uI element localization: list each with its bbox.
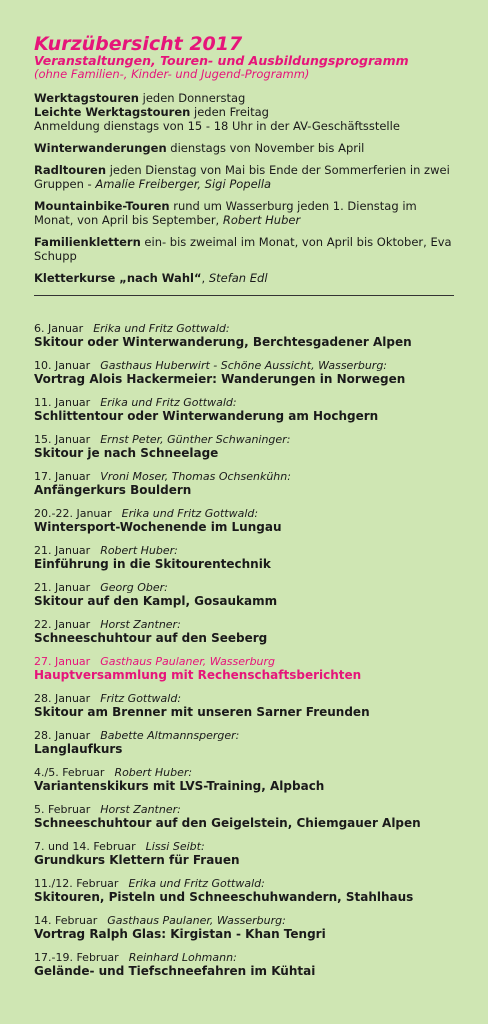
event-item	[34, 877, 458, 905]
event-date: 20.-22. Januar	[34, 507, 112, 520]
event-meta	[34, 655, 458, 668]
activity-details: ,	[201, 271, 209, 285]
event-date: 17.-19. Februar	[34, 951, 119, 964]
event-organizer: Robert Huber:	[114, 766, 193, 779]
activity-details: jeden Freitag	[190, 105, 269, 119]
activity-name: Winterwanderungen	[34, 141, 167, 155]
event-date: 14. Februar	[34, 914, 98, 927]
event-date: 11./12. Februar	[34, 877, 119, 890]
event-meta	[34, 803, 458, 816]
event-item	[34, 507, 458, 535]
event-item	[34, 470, 458, 498]
event-meta	[34, 507, 458, 520]
activity-details: jeden Donnerstag	[138, 91, 246, 105]
event-meta	[34, 877, 458, 890]
activity-name: Werktagstouren	[34, 91, 139, 105]
event-item	[34, 433, 458, 461]
activity-details: dienstags von November bis April	[166, 141, 365, 155]
event-date: 7. und 14. Februar	[34, 840, 136, 853]
event-meta	[34, 544, 458, 557]
activity-leader: Amalie Freiberger, Sigi Popella	[95, 177, 272, 191]
event-title: Gelände- und Tiefschneefahren im Kühtai	[34, 964, 316, 978]
event-title: Skitour auf den Kampl, Gosaukamm	[34, 594, 278, 608]
event-date: 17. Januar	[34, 470, 91, 483]
event-organizer: Robert Huber:	[100, 544, 178, 557]
event-date: 11. Januar	[34, 396, 91, 409]
event-date: 5. Februar	[34, 803, 91, 816]
event-highlight	[34, 655, 458, 683]
activity-line	[34, 91, 458, 105]
activity-line	[34, 271, 458, 285]
activity-leader: Robert Huber	[222, 213, 301, 227]
event-meta	[34, 840, 458, 853]
event-meta	[34, 692, 458, 705]
event-date: 28. Januar	[34, 729, 91, 742]
event-title: Skitour je nach Schneelage	[34, 446, 219, 460]
activity-name: Mountainbike-Touren	[34, 199, 170, 213]
event-organizer: Gasthaus Huberwirt - Schöne Aussicht, Wasserburg:	[100, 359, 388, 372]
activity-line	[34, 141, 458, 155]
activity-name: Familienklettern	[34, 235, 141, 249]
event-item	[34, 359, 458, 387]
event-meta	[34, 581, 458, 594]
event-organizer: Reinhard Lohmann:	[128, 951, 237, 964]
event-organizer: Vroni Moser, Thomas Ochsenkühn:	[100, 470, 291, 483]
activity-details: Anmeldung dienstags von 15 - 18 Uhr in der AV-Geschäftsstelle	[34, 119, 400, 133]
event-meta	[34, 951, 458, 964]
event-item	[34, 618, 458, 646]
activity-line	[34, 235, 458, 263]
activity-leader: Stefan Edl	[208, 271, 268, 285]
event-organizer: Erika und Fritz Gottwald:	[93, 322, 230, 335]
activity-block	[34, 141, 458, 155]
event-item	[34, 692, 458, 720]
event-organizer: Gasthaus Paulaner, Wasserburg	[100, 655, 276, 668]
event-meta	[34, 433, 458, 446]
page-subtitle: Veranstaltungen, Touren- und Ausbildungsprogramm	[34, 53, 409, 68]
event-date: 21. Januar	[34, 581, 91, 594]
event-organizer: Erika und Fritz Gottwald:	[128, 877, 265, 890]
event-date: 28. Januar	[34, 692, 91, 705]
event-organizer: Fritz Gottwald:	[100, 692, 182, 705]
activity-block	[34, 91, 458, 133]
event-item	[34, 840, 458, 868]
event-date: 27. Januar	[34, 655, 91, 668]
event-date: 6. Januar	[34, 322, 84, 335]
event-title: Hauptversammlung mit Rechenschaftsberichten	[34, 668, 362, 682]
event-date: 21. Januar	[34, 544, 91, 557]
event-meta	[34, 359, 458, 372]
event-meta	[34, 766, 458, 779]
event-date: 22. Januar	[34, 618, 91, 631]
activity-block	[34, 235, 458, 263]
event-meta	[34, 470, 458, 483]
event-item	[34, 396, 458, 424]
event-organizer: Erika und Fritz Gottwald:	[121, 507, 259, 520]
event-item	[34, 914, 458, 942]
event-organizer: Horst Zantner:	[100, 618, 181, 631]
event-date: 4./5. Februar	[34, 766, 105, 779]
event-date: 10. Januar	[34, 359, 91, 372]
event-title: Schlittentour oder Winterwanderung am Hochgern	[34, 409, 379, 423]
event-item	[34, 544, 458, 572]
event-title: Schneeschuhtour auf den Seeberg	[34, 631, 268, 645]
activity-line	[34, 199, 458, 227]
event-organizer: Erika und Fritz Gottwald:	[100, 396, 237, 409]
event-item	[34, 766, 458, 794]
event-title: Vortrag Alois Hackermeier: Wanderungen in Norwegen	[34, 372, 406, 386]
divider	[34, 295, 454, 296]
event-title: Einführung in die Skitourentechnik	[34, 557, 271, 571]
event-meta	[34, 729, 458, 742]
event-meta	[34, 914, 458, 927]
event-title: Skitouren, Pisteln und Schneeschuhwandern, Stahlhaus	[34, 890, 414, 904]
event-list	[34, 322, 458, 979]
activity-name: Kletterkurse „nach Wahl“	[34, 271, 202, 285]
event-item	[34, 729, 458, 757]
event-meta	[34, 396, 458, 409]
event-title: Grundkurs Klettern für Frauen	[34, 853, 240, 867]
event-organizer: Lissi Seibt:	[145, 840, 205, 853]
event-item	[34, 951, 458, 979]
event-organizer: Horst Zantner:	[100, 803, 181, 816]
event-title: Wintersport-Wochenende im Lungau	[34, 520, 282, 534]
event-title: Variantenskikurs mit LVS-Training, Alpbach	[34, 779, 325, 793]
activity-name: Leichte Werktagstouren	[34, 105, 191, 119]
event-organizer: Babette Altmannsperger:	[100, 729, 240, 742]
event-title: Langlaufkurs	[34, 742, 123, 756]
page-note: (ohne Familien-, Kinder- und Jugend-Programm)	[34, 67, 310, 81]
event-item	[34, 581, 458, 609]
activity-details: jeden Dienstag von Mai bis Ende der Sommerferien in zwei Gruppen -	[34, 163, 450, 191]
event-organizer: Ernst Peter, Günther Schwaninger:	[100, 433, 291, 446]
page-title: Kurzübersicht 2017	[34, 33, 243, 55]
activity-block	[34, 163, 458, 191]
event-title: Vortrag Ralph Glas: Kirgistan - Khan Tengri	[34, 927, 326, 941]
event-organizer: Georg Ober:	[100, 581, 168, 594]
regular-activities	[34, 91, 458, 285]
activity-line	[34, 119, 458, 133]
activity-details: rund um Wasserburg jeden 1. Dienstag im Monat, von April bis September,	[34, 199, 417, 227]
event-title: Skitour am Brenner mit unseren Sarner Freunden	[34, 705, 370, 719]
activity-name: Radltouren	[34, 163, 107, 177]
event-meta	[34, 618, 458, 631]
activity-block	[34, 199, 458, 227]
activity-line	[34, 163, 458, 191]
event-date: 15. Januar	[34, 433, 91, 446]
activity-line	[34, 105, 458, 119]
event-item	[34, 322, 458, 350]
event-meta	[34, 322, 458, 335]
event-title: Skitour oder Winterwanderung, Berchtesgadener Alpen	[34, 335, 412, 349]
activity-block	[34, 271, 458, 285]
activity-details: ein- bis zweimal im Monat, von April bis Oktober, Eva Schupp	[34, 235, 452, 263]
event-item	[34, 803, 458, 831]
event-title: Schneeschuhtour auf den Geigelstein, Chiemgauer Alpen	[34, 816, 421, 830]
event-organizer: Gasthaus Paulaner, Wasserburg:	[107, 914, 286, 927]
event-title: Anfängerkurs Bouldern	[34, 483, 192, 497]
